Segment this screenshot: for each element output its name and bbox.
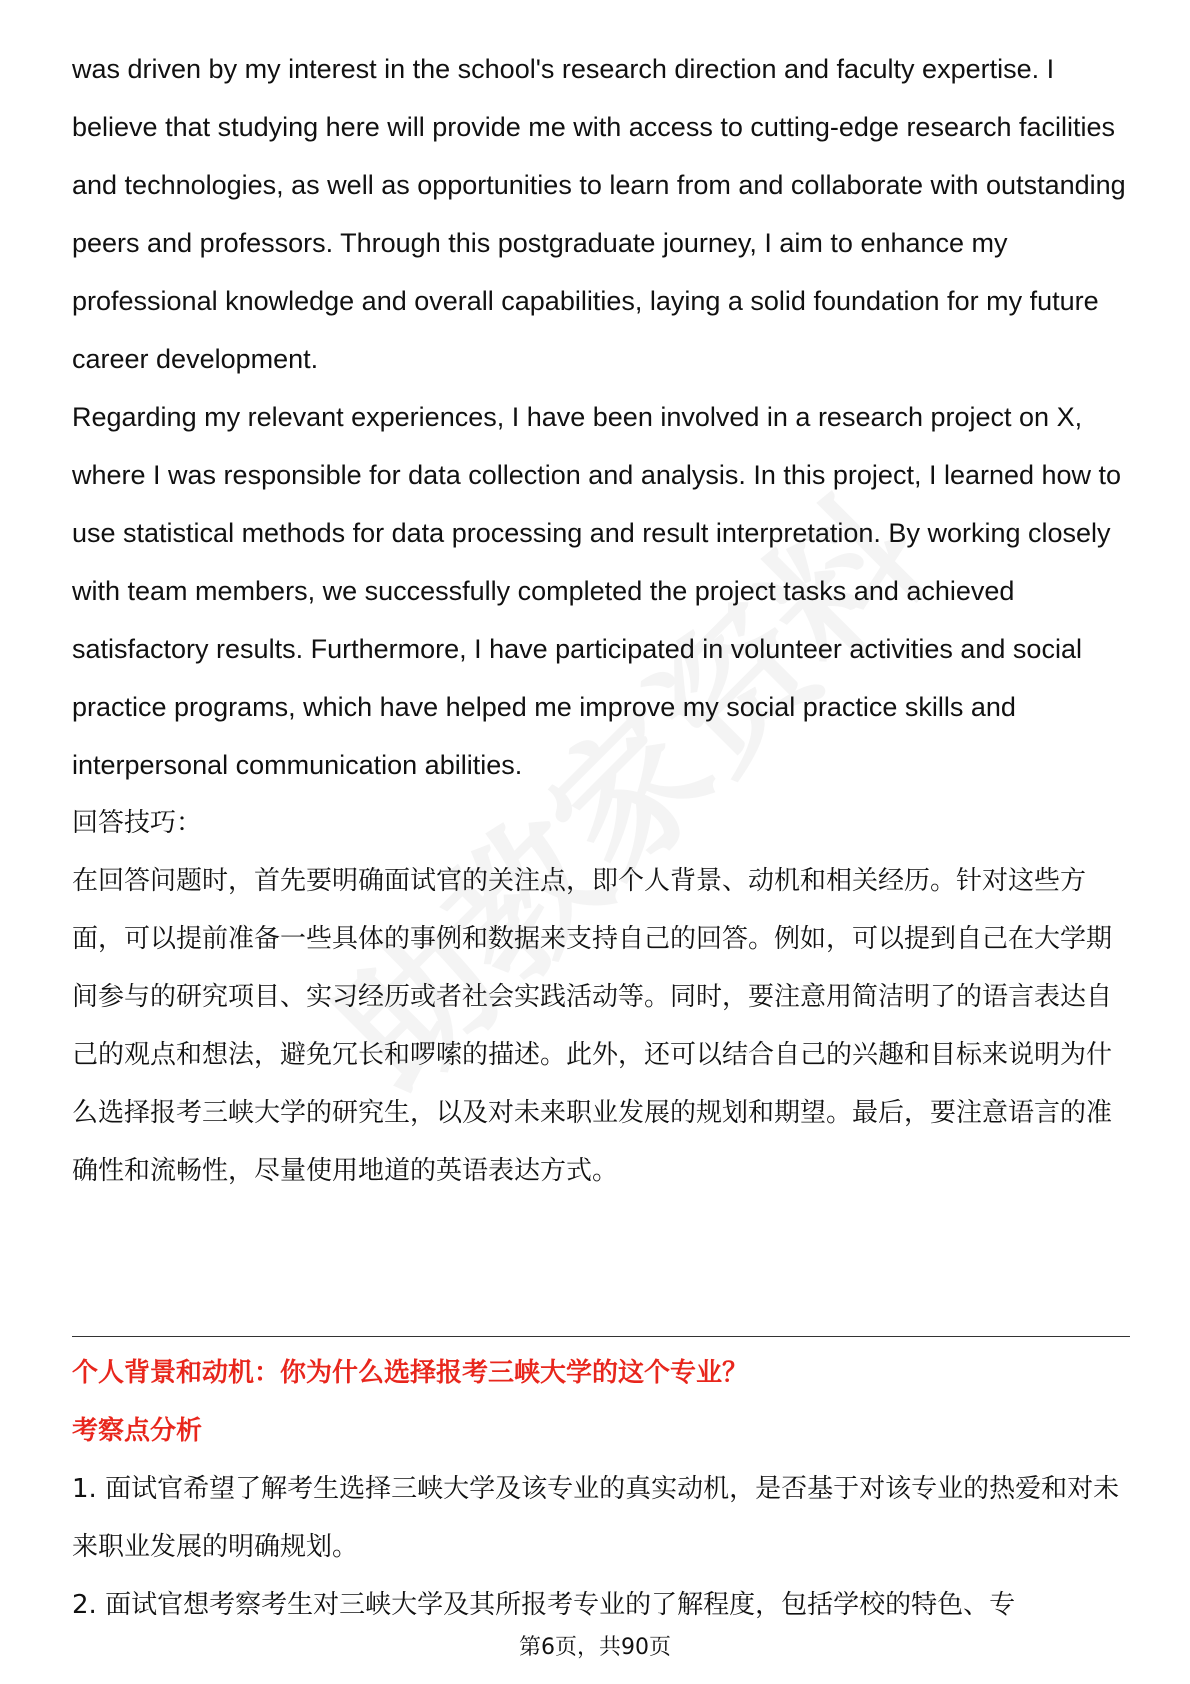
question-title: 个人背景和动机：你为什么选择报考三峡大学的这个专业？ bbox=[72, 1358, 749, 1388]
analysis-point: 2. 面试官想考察考生对三峡大学及其所报考专业的了解程度，包括学校的特色、专 bbox=[72, 1590, 1016, 1620]
document-body bbox=[72, 40, 1130, 1200]
tips-text: 在回答问题时，首先要明确面试官的关注点，即个人背景、动机和相关经历。针对这些方面，可以提前准备一些具体的事例和数据来支持自己的回答。例如，可以提到自己在大学期间参与的研究项目、实习经历或者社会实践活动等。同时，要注意用简洁明了的语言表达自己的观点和想法，避免冗长和啰嗦的描述。此外，还可以结合自己的兴趣和目标来说明为什么选择报考三峡大学的研究生，以及对未来职业发展的规划和期望。最后，要注意语言的准确性和流畅性，尽量使用地道的英语表达方式。 bbox=[72, 866, 1113, 1186]
english-paragraph-2: Regarding my relevant experiences, I have been involved in a research project on X, where I was responsible for data collection and analysis. In this project, I learned how to use statistical methods for data processing and result interpretation. By working closely with team members, we successfully completed the project tasks and achieved satisfactory results. Furthermore, I have participated in volunteer activities and social practice programs, which have helped me improve my social practice skills and interpersonal communication abilities. bbox=[72, 402, 1122, 780]
question-section bbox=[72, 1344, 1130, 1634]
tips-heading: 回答技巧： bbox=[72, 808, 203, 838]
analysis-point: 1. 面试官希望了解考生选择三峡大学及该专业的真实动机，是否基于对该专业的热爱和对未来职业发展的明确规划。 bbox=[72, 1474, 1120, 1562]
page-indicator: 第6页，共90页 bbox=[519, 1635, 671, 1660]
section-divider bbox=[72, 1336, 1130, 1337]
english-paragraph-1: was driven by my interest in the school's research direction and faculty expertise. I believe that studying here will provide me with access to cutting-edge research facilities and technologies, as well as opportunities to learn from and collaborate with outstanding peers and professors. Through this postgraduate journey, I aim to enhance my professional knowledge and overall capabilities, laying a solid foundation for my future career development. bbox=[72, 54, 1126, 374]
analysis-heading: 考察点分析 bbox=[72, 1416, 203, 1446]
